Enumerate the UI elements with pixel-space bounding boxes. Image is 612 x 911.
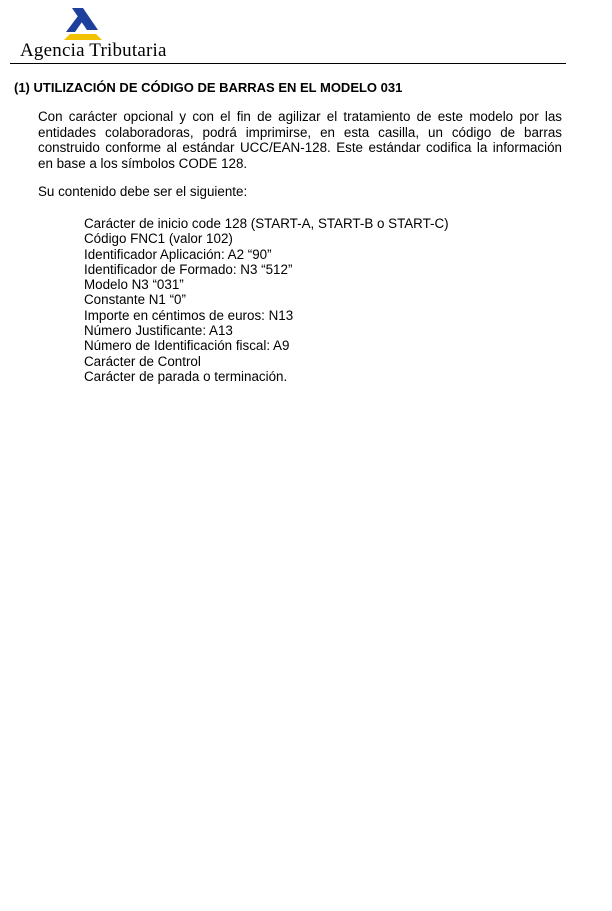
list-item: Identificador de Formado: N3 “512”	[84, 261, 293, 277]
list-item: Número de Identificación fiscal: A9	[84, 338, 290, 354]
list-item: Modelo N3 “031”	[84, 277, 184, 293]
list-item: Importe en céntimos de euros: N13	[84, 307, 294, 323]
list-item: Código FNC1 (valor 102)	[84, 231, 233, 247]
section-title: (1) UTILIZACIÓN DE CÓDIGO DE BARRAS EN EL MODELO 031	[14, 80, 403, 95]
description-paragraph: Con carácter opcional y con el fin de agilizar el tratamiento de este modelo por las entidades colaboradoras, podrá imprimirse, en esta casilla, un código de barras construido conforme al estándar UCC/EAN-128. Este estándar codifica la información en base a los símbolos CODE 128.	[38, 109, 562, 171]
barcode-content-list	[84, 216, 449, 384]
list-item: Carácter de inicio code 128 (START-A, START-B o START-C)	[84, 216, 449, 231]
list-item: Número Justificante: A13	[84, 323, 233, 339]
list-item: Carácter de parada o terminación.	[84, 368, 288, 384]
aeat-logo-icon	[62, 6, 104, 42]
list-item: Constante N1 “0”	[84, 292, 186, 308]
list-item: Carácter de Control	[84, 353, 201, 369]
list-item: Identificador Aplicación: A2 “90”	[84, 246, 272, 262]
content-intro: Su contenido debe ser el siguiente:	[38, 184, 248, 199]
agency-name: Agencia Tributaria	[20, 40, 167, 61]
header-divider	[10, 63, 566, 64]
page-header	[0, 0, 612, 66]
